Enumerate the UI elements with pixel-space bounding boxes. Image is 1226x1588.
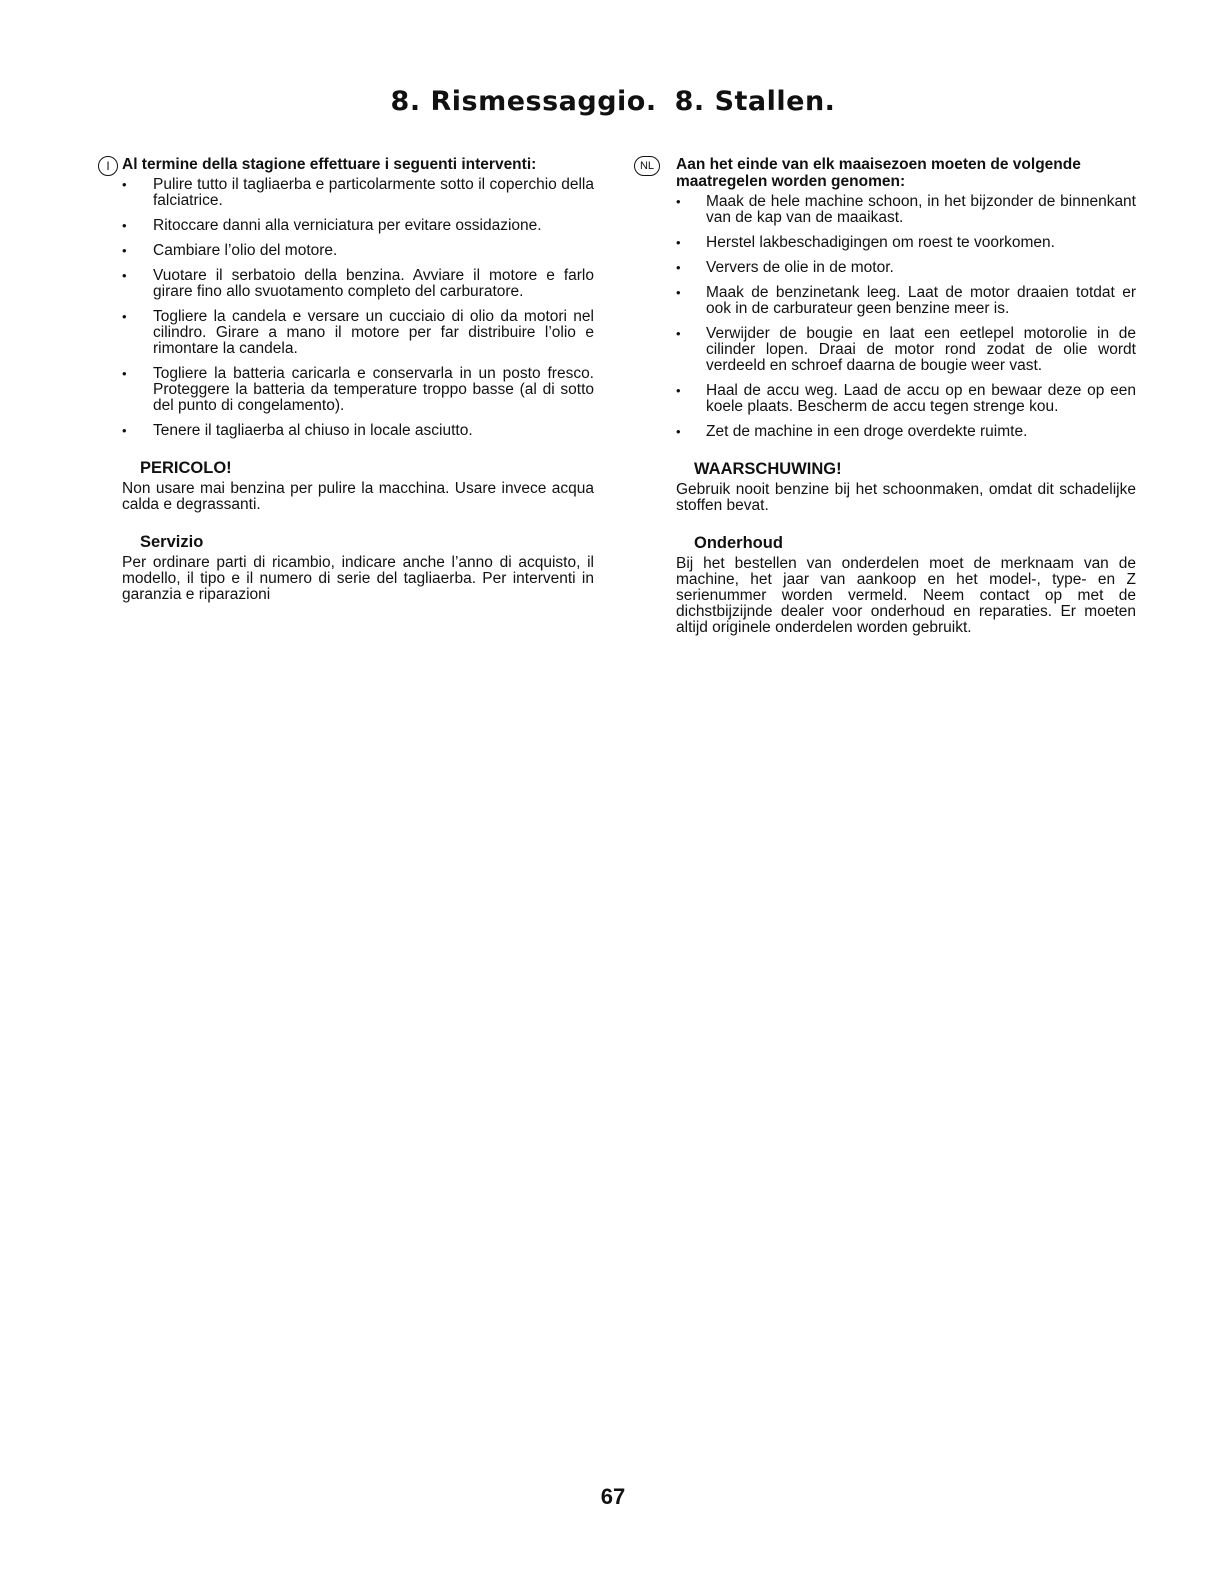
- italian-bullet-list: [98, 177, 594, 439]
- page-title: [0, 86, 1226, 117]
- list-item: • Vuotare il serbatoio della benzina. Avviare il motore e farlo girare fino allo svuotamento completo del carburatore.: [98, 268, 594, 300]
- dutch-bullet-list: [634, 194, 1136, 440]
- list-item: • Togliere la batteria caricarla e conservarla in un posto fresco. Proteggere la batteria da temperature troppo basse (al di sotto del punto di congelamento).: [98, 366, 594, 414]
- list-item: • Maak de benzinetank leeg. Laat de motor draaien totdat er ook in de carburateur geen benzine meer is.: [634, 285, 1136, 317]
- list-item: • Ritoccare danni alla verniciatura per evitare ossidazione.: [98, 218, 594, 234]
- italian-warning-heading: PERICOLO!: [140, 459, 232, 477]
- list-item: • Haal de accu weg. Laad de accu op en bewaar deze op een koele plaats. Bescherm de accu tegen strenge kou.: [634, 383, 1136, 415]
- dutch-service-text: Bij het bestellen van onderdelen moet de merknaam van de machine, het jaar van aankoop en het model-, type- en Z serienummer worden vermeld. Neem contact op met de dichstbijzijnde dealer voor onderhoud en reparaties. Er moeten altijd originele onderdelen worden gebruikt.: [676, 555, 1136, 636]
- list-item: • Cambiare l’olio del motore.: [98, 243, 594, 259]
- dutch-intro-text: Aan het einde van elk maaisezoen moeten de volgende maatregelen worden genomen:: [676, 156, 1081, 190]
- italian-intro: [98, 156, 594, 173]
- title-italian: 8. Rismessaggio.: [390, 86, 657, 117]
- dutch-service-heading: Onderhoud: [694, 534, 783, 552]
- italian-intro-text: Al termine della stagione effettuare i seguenti interventi:: [122, 156, 537, 173]
- list-item: • Togliere la candela e versare un cucciaio di olio da motori nel cilindro. Girare a mano il motore per far distribuire l’olio e rimontare la candela.: [98, 309, 594, 357]
- dutch-warning-text: Gebruik nooit benzine bij het schoonmaken, omdat dit schadelijke stoffen bevat.: [676, 481, 1136, 514]
- dutch-intro: [634, 156, 1136, 190]
- title-dutch: 8. Stallen.: [674, 86, 836, 117]
- list-item: • Pulire tutto il tagliaerba e particolarmente sotto il coperchio della falciatrice.: [98, 177, 594, 209]
- list-item: • Zet de machine in een droge overdekte ruimte.: [634, 424, 1136, 440]
- dutch-warning-heading: WAARSCHUWING!: [694, 460, 842, 478]
- italian-service-text: Per ordinare parti di ricambio, indicare anche l’anno di acquisto, il modello, il tipo e il numero di serie del tagliaerba. Per interventi in garanzia e riparazioni: [122, 554, 594, 603]
- list-item: • Maak de hele machine schoon, in het bijzonder de binnenkant van de kap van de maaikast.: [634, 194, 1136, 226]
- page-number: 67: [600, 1484, 626, 1509]
- dutch-column: [634, 156, 1136, 636]
- italy-language-icon: I: [98, 156, 118, 176]
- list-item: • Verwijder de bougie en laat een eetlepel motorolie in de cilinder lopen. Draai de motor rond zodat de olie wordt verdeeld en schroef daarna de bougie weer vast.: [634, 326, 1136, 374]
- italian-warning-text: Non usare mai benzina per pulire la macchina. Usare invece acqua calda e degrassanti.: [122, 480, 594, 513]
- netherlands-language-icon: NL: [634, 156, 660, 176]
- list-item: • Herstel lakbeschadigingen om roest te voorkomen.: [634, 235, 1136, 251]
- italian-column: [98, 156, 594, 603]
- list-item: • Ververs de olie in de motor.: [634, 260, 1136, 276]
- list-item: • Tenere il tagliaerba al chiuso in locale asciutto.: [98, 423, 594, 439]
- italian-service-heading: Servizio: [140, 533, 204, 551]
